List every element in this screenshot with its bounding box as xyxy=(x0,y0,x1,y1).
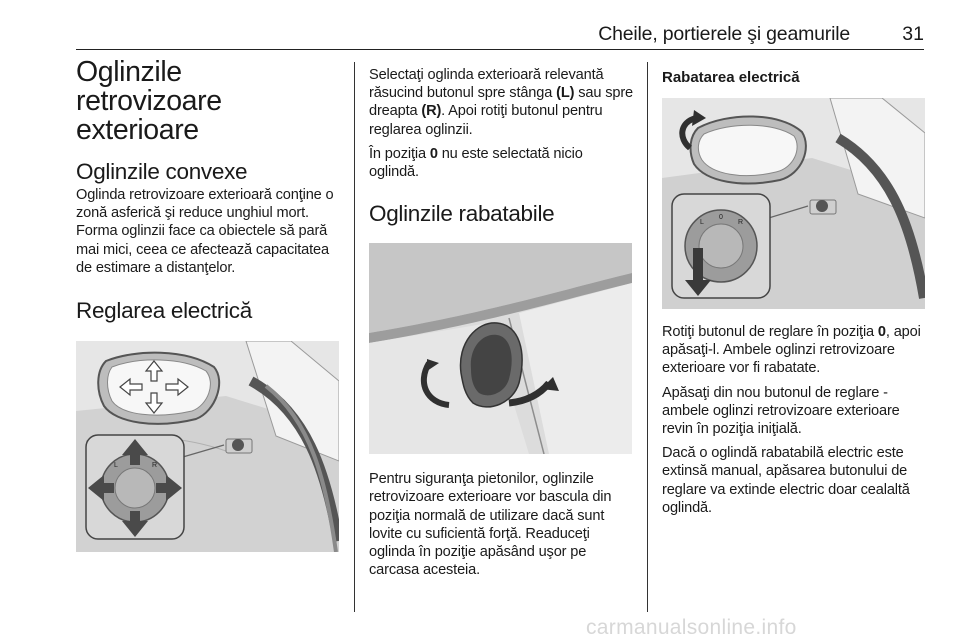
select-mirror-text: Selectaţi oglinda exterioară relevantă răsucind butonul spre stânga (L) sau spre dreapta (R). Apoi rotiţi butonul pentru reglarea oglinzii. xyxy=(369,67,633,138)
running-title: Cheile, portierele şi geamurile xyxy=(598,23,850,45)
folding-mirrors-heading: Oglinzile rabatabile xyxy=(369,201,555,227)
header-rule xyxy=(76,49,924,50)
mirror-adjust-illustration xyxy=(76,341,339,552)
column-divider-2 xyxy=(647,62,648,612)
mirror-fold-drawing xyxy=(369,243,632,454)
label-zero: 0 xyxy=(719,214,723,221)
column-divider-1 xyxy=(354,62,355,612)
convex-mirrors-text: Oglinda retrovizoare exterioară conţine o zonă asferică şi reduce unghiul mort. Forma oglinzii face ca obiectele să pară mai mici, ceea ce afectează capacitatea de estimare a distanţelor. xyxy=(76,187,334,276)
footer-watermark: carmanualsonline.info xyxy=(586,616,797,639)
convex-mirrors-heading: Oglinzile convexe xyxy=(76,159,248,184)
electric-folding-heading: Rabatarea electrică xyxy=(662,69,800,86)
column-3 xyxy=(662,68,928,517)
manual-extend-text: Dacă o oglindă rabatabilă electric este extinsă manual, apăsarea butonului de reglare va extinde electric doar cealaltă oglindă. xyxy=(662,445,910,516)
electric-fold-illustration xyxy=(662,98,925,309)
label-right: R xyxy=(738,219,744,226)
label-left: L xyxy=(114,462,118,470)
mirror-fold-illustration xyxy=(369,243,632,454)
column-2 xyxy=(369,66,635,579)
position-zero-text: În poziţia 0 nu este selectată nicio oglindă. xyxy=(369,145,583,181)
fold-instruction-text: Rotiţi butonul de reglare în poziţia 0, apoi apăsaţi-l. Ambele oglinzi retrovizoare exterioare vor fi rabatate. xyxy=(662,324,921,377)
unfold-instruction-text: Apăsaţi din nou butonul de reglare - ambele oglinzi retrovizoare exterioare revin în poziţia iniţială. xyxy=(662,384,900,438)
label-left: L xyxy=(700,219,704,226)
page-number: 31 xyxy=(902,23,924,45)
electric-fold-drawing xyxy=(662,98,925,309)
pedestrian-safety-text: Pentru siguranţa pietonilor, oglinzile retrovizoare exterioare vor bascula din poziţia normală de utilizare dacă sunt lovite cu suficientă forţă. Readuceţi oglinda în poziţie apăsând uşor pe carcasa acesteia. xyxy=(369,471,612,579)
label-right: R xyxy=(152,462,158,470)
column-1 xyxy=(76,58,342,552)
section-title: Oglinzile retrovizoare exterioare xyxy=(76,56,222,146)
mirror-adjust-drawing xyxy=(76,341,339,552)
electric-adjust-heading: Reglarea electrică xyxy=(76,298,252,324)
